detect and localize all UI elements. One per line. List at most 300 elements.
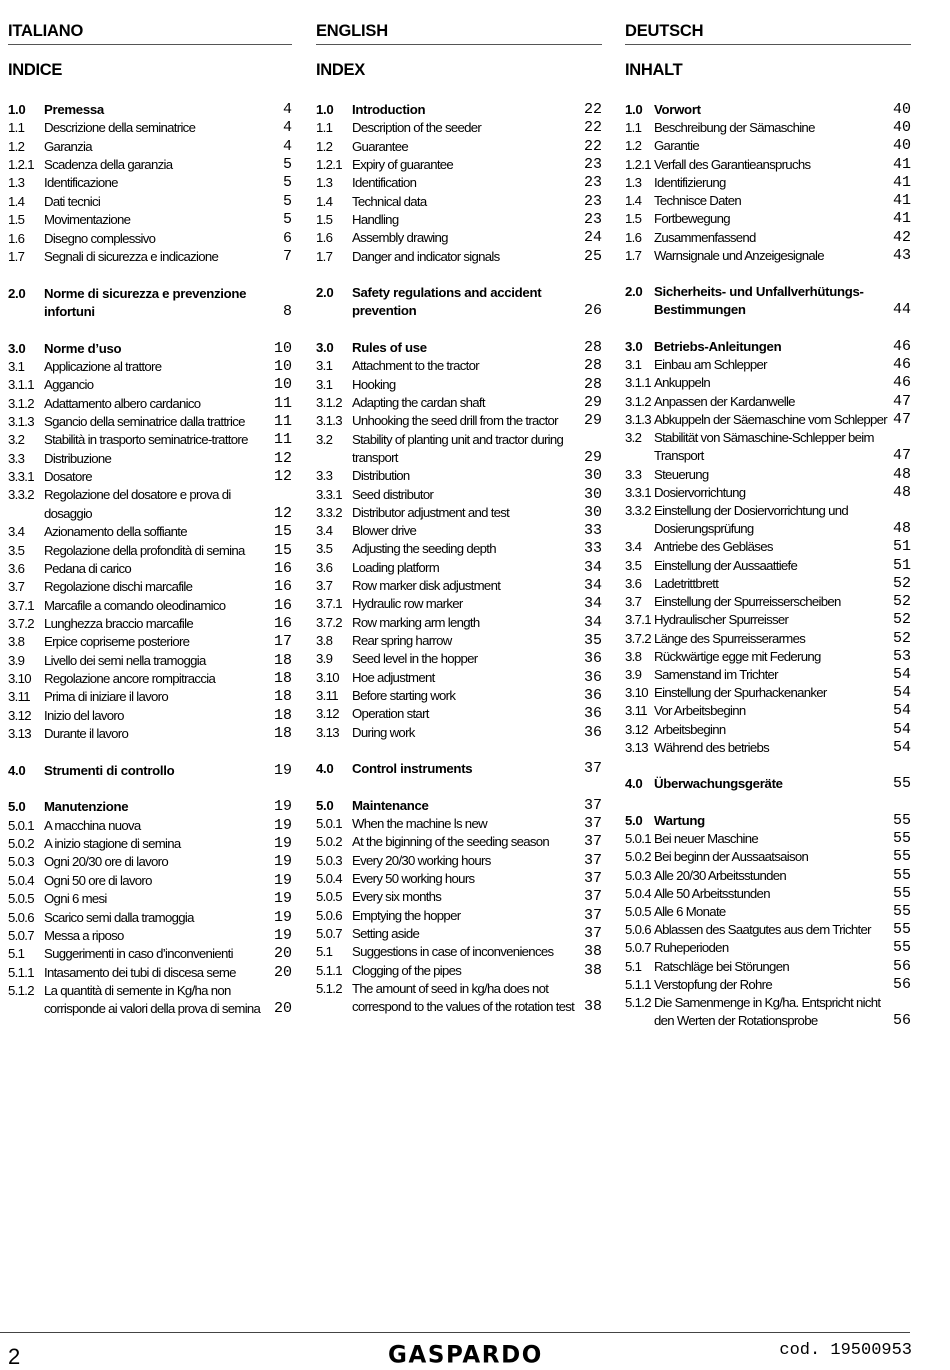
section-number: 5.0.1 (625, 831, 651, 847)
toc-entry (316, 559, 602, 577)
section-title: Dati tecnici (44, 193, 101, 209)
toc-entry (316, 760, 602, 778)
section-title: Ablassen des Saatgutes aus dem Trichter (654, 922, 871, 938)
toc-list-english (316, 101, 602, 1017)
section-title: Während des betriebs (654, 739, 770, 755)
toc-entry (625, 484, 911, 502)
section-title: Verstopfung der Rohre (654, 976, 772, 992)
section-number: 1.0 (8, 102, 26, 117)
section-title: Norme di sicurezza e prevenzione infortuni (44, 285, 247, 319)
section-title: Ogni 20/30 ore di lavoro (44, 854, 168, 870)
toc-entry (316, 119, 602, 137)
toc-entry (316, 357, 602, 375)
section-number: 3.6 (8, 560, 25, 576)
toc-entry (8, 138, 292, 156)
section-title: Ladetrittbrett (654, 575, 719, 591)
section-title: During work (352, 724, 415, 740)
section-title: Hoe adjustment (352, 669, 435, 685)
page-ref: 47 (892, 392, 911, 410)
footer-divider (0, 1332, 910, 1333)
section-number: 3.2 (625, 430, 642, 446)
section-number: 3.1.1 (8, 377, 34, 393)
section-number: 3.6 (316, 559, 333, 575)
toc-entry (316, 101, 602, 119)
toc-entry (8, 927, 292, 945)
section-number: 2.0 (625, 284, 643, 300)
section-title: Dosatore (44, 469, 92, 485)
section-number: 3.11 (8, 689, 30, 705)
section-title: Stabilität von Sämaschine-Schlepper beim Transport (654, 430, 874, 464)
toc-entry (316, 504, 602, 522)
toc-entry (625, 812, 911, 830)
section-number: 3.1 (625, 357, 642, 373)
page-ref: 16 (273, 614, 292, 632)
section-number: 5.0.2 (316, 834, 342, 850)
section-number: 3.13 (8, 726, 31, 742)
section-title: Segnali di sicurezza e indicazione (44, 248, 219, 264)
section-number: 3.1.3 (316, 413, 342, 429)
toc-entry (8, 945, 292, 963)
section-number: 3.1 (8, 358, 25, 374)
page-ref: 44 (892, 301, 911, 319)
page-ref: 51 (892, 556, 911, 574)
page-ref: 29 (583, 393, 602, 411)
toc-entry (316, 907, 602, 925)
toc-entry (8, 890, 292, 908)
toc-entry (8, 798, 292, 816)
toc-entry (8, 688, 292, 706)
section-title: At the biginning of the seeding season (352, 834, 550, 850)
section-title: Manutenzione (44, 799, 129, 815)
section-title: Durante il lavoro (44, 726, 129, 742)
section-title: Anpassen der Kardanwelle (654, 393, 795, 409)
section-number: 5.0.3 (625, 867, 651, 883)
toc-entry (316, 394, 602, 412)
toc-entry (8, 285, 292, 322)
toc-entry (316, 211, 602, 229)
section-number: 3.3.2 (316, 504, 342, 520)
page-ref: 55 (892, 830, 911, 848)
page-ref: 37 (583, 760, 602, 778)
toc-entry (625, 466, 911, 484)
section-spacer (8, 321, 292, 339)
section-number: 3.6 (625, 575, 642, 591)
section-title: Introduction (352, 102, 426, 117)
page-ref: 48 (892, 483, 911, 501)
toc-entry (625, 903, 911, 921)
section-title: Control instruments (352, 761, 473, 777)
section-number: 2.0 (8, 285, 26, 301)
page-ref: 23 (583, 155, 602, 173)
page-ref: 19 (273, 926, 292, 944)
page-ref: 5 (282, 192, 292, 210)
toc-entry (316, 943, 602, 961)
page-ref: 30 (583, 503, 602, 521)
section-number: 1.3 (8, 175, 25, 191)
page-ref: 56 (892, 975, 911, 993)
section-title: Distributor adjustment and test (352, 504, 510, 520)
toc-entry (625, 229, 911, 247)
page-ref: 55 (892, 884, 911, 902)
page-ref: 36 (583, 723, 602, 741)
page-ref: 20 (273, 1000, 292, 1018)
section-title: Bei beginn der Aussaatsaison (654, 849, 809, 865)
section-number: 1.6 (8, 230, 25, 246)
toc-entry (316, 614, 602, 632)
section-number: 3.9 (316, 651, 333, 667)
toc-entry (625, 994, 911, 1030)
page-ref: 22 (583, 101, 602, 118)
page-ref: 36 (583, 668, 602, 686)
page-ref: 10 (273, 339, 292, 357)
section-title: Unhooking the seed drill from the tractor (352, 413, 558, 429)
section-title: Abkuppeln der Säemaschine vom Schlepper (654, 411, 887, 427)
toc-entry (625, 393, 911, 411)
page-ref: 16 (273, 559, 292, 577)
section-title: Stability of planting unit and tractor during transport (352, 431, 564, 465)
section-title: Stabilità in trasporto seminatrice-trattore (44, 432, 248, 448)
page-ref: 7 (282, 247, 292, 265)
page-ref: 56 (892, 957, 911, 975)
section-number: 1.2 (625, 138, 642, 154)
section-number: 3.11 (625, 703, 647, 719)
section-title: Beschreibung der Sämaschine (654, 120, 815, 136)
section-number: 3.3.2 (625, 502, 651, 518)
toc-entry (625, 867, 911, 885)
section-number: 5.1.2 (8, 983, 34, 998)
section-title: Adjusting the seeding depth (352, 541, 496, 557)
page-ref: 30 (583, 485, 602, 503)
page-ref: 17 (273, 633, 292, 651)
section-number: 3.4 (316, 523, 333, 539)
page-ref: 4 (282, 119, 292, 137)
section-title: Suggestions in case of inconveniences (352, 944, 554, 960)
toc-entry (316, 833, 602, 851)
section-number: 3.4 (8, 524, 25, 540)
page-ref: 15 (273, 523, 292, 541)
toc-entry (625, 356, 911, 374)
toc-entry (8, 156, 292, 174)
page-ref: 6 (282, 229, 292, 247)
page-ref: 19 (273, 890, 292, 908)
page-ref: 22 (583, 137, 602, 155)
toc-entry (8, 542, 292, 560)
section-title: Guarantee (352, 138, 409, 154)
section-title: Every 20/30 working hours (352, 852, 491, 868)
language-title-italian: ITALIANO (8, 18, 292, 45)
section-spacer (8, 266, 292, 284)
toc-entry (625, 739, 911, 757)
page-ref: 46 (892, 338, 911, 355)
toc-entry (625, 958, 911, 976)
page-ref: 47 (892, 410, 911, 428)
page-ref: 37 (583, 796, 602, 814)
page-ref: 29 (583, 412, 602, 430)
section-number: 3.1.2 (8, 395, 34, 411)
page-ref: 34 (583, 558, 602, 576)
section-title: Expiry of guarantee (352, 156, 454, 172)
page-ref: 12 (273, 468, 292, 486)
section-number: 3.7.1 (316, 596, 342, 612)
section-number: 1.6 (316, 230, 333, 246)
toc-entry (316, 577, 602, 595)
section-title: Antriebe des Gebläses (654, 539, 773, 555)
page-ref: 41 (892, 173, 911, 191)
toc-entry (625, 101, 911, 119)
toc-entry (625, 538, 911, 556)
toc-entry (8, 230, 292, 248)
page-ref: 36 (583, 686, 602, 704)
section-title: Hooking (352, 376, 396, 392)
toc-list-italian (8, 101, 292, 1019)
section-number: 3.3 (316, 468, 333, 484)
page-ref: 4 (282, 101, 292, 118)
section-title: Safety regulations and accident prevention (352, 285, 542, 319)
section-number: 1.2 (8, 138, 25, 154)
section-spacer (625, 320, 911, 338)
toc-entry (625, 119, 911, 137)
section-number: 3.12 (316, 706, 339, 722)
section-number: 3.0 (8, 340, 26, 356)
section-title: Row marker disk adjustment (352, 578, 501, 594)
section-title: Prima di iniziare il lavoro (44, 689, 169, 705)
document-code: cod. 19500953 (779, 1341, 912, 1360)
section-title: Sgancio della seminatrice dalla trattrice (44, 413, 245, 429)
section-title: Ankuppeln (654, 375, 711, 391)
column-german (625, 18, 911, 1030)
section-number: 3.7.2 (8, 615, 34, 631)
section-spacer (316, 266, 602, 284)
toc-entry (8, 578, 292, 596)
section-number: 3.1 (316, 376, 333, 392)
toc-entry (8, 119, 292, 137)
section-title: Setting aside (352, 926, 420, 941)
section-number: 3.1.2 (316, 394, 342, 410)
toc-entry (316, 962, 602, 980)
section-number: 5.0.5 (8, 891, 34, 907)
toc-entry (625, 775, 911, 793)
section-number: 1.4 (8, 193, 25, 209)
toc-entry (316, 467, 602, 485)
section-number: 5.1 (8, 946, 25, 962)
toc-entry (316, 522, 602, 540)
toc-entry (8, 762, 292, 780)
section-title: Erpice copriseme posteriore (44, 634, 190, 650)
brand-logo: GASPARDO (388, 1341, 543, 1369)
index-heading-italian: INDICE (8, 61, 63, 79)
section-spacer (316, 779, 602, 797)
toc-entry (625, 611, 911, 629)
toc-entry (625, 557, 911, 575)
section-number: 1.7 (625, 247, 642, 263)
section-title: Alle 50 Arbeitsstunden (654, 885, 770, 901)
toc-entry (316, 284, 602, 321)
section-number: 5.0.1 (316, 816, 342, 832)
section-number: 5.0 (8, 799, 26, 815)
toc-entry (8, 560, 292, 578)
section-title: Arbeitsbeginn (654, 721, 726, 737)
section-number: 1.7 (8, 248, 25, 264)
section-title: Regolazione della profondità di semina (44, 542, 245, 558)
toc-entry (8, 964, 292, 982)
section-number: 5.1.1 (625, 976, 651, 992)
toc-entry (8, 853, 292, 871)
section-number: 1.2.1 (316, 156, 342, 172)
toc-entry (625, 429, 911, 465)
toc-entry (8, 707, 292, 725)
section-title: Ogni 6 mesi (44, 891, 107, 907)
section-number: 5.0.2 (625, 849, 651, 865)
section-title: Every six months (352, 889, 442, 905)
section-title: Applicazione al trattore (44, 358, 162, 374)
toc-entry (625, 702, 911, 720)
section-number: 1.4 (316, 193, 333, 209)
section-number: 3.8 (8, 634, 25, 650)
page-ref: 28 (583, 339, 602, 357)
section-title: Before starting work (352, 687, 456, 703)
toc-entry (316, 193, 602, 211)
section-number: 1.5 (625, 211, 642, 227)
toc-entry (8, 909, 292, 927)
page-ref: 36 (583, 650, 602, 668)
section-title: Suggerimenti in caso d’inconvenienti (44, 946, 233, 962)
toc-entry (8, 633, 292, 651)
toc-entry (316, 174, 602, 192)
section-title: Ratschläge bei Störungen (654, 958, 789, 974)
section-title: Operation start (352, 706, 429, 722)
page-ref: 11 (273, 431, 292, 449)
toc-entry (625, 830, 911, 848)
section-title: Einstellung der Aussaattiefe (654, 557, 798, 573)
page-ref: 37 (583, 925, 602, 942)
toc-entry (8, 652, 292, 670)
toc-entry (8, 817, 292, 835)
section-number: 3.7.2 (316, 614, 342, 630)
section-number: 3.10 (8, 671, 31, 687)
section-title: Maintenance (352, 797, 429, 813)
toc-entry (8, 597, 292, 615)
section-title: Messa a riposo (44, 927, 124, 943)
section-title: Livello dei semi nella tramoggia (44, 652, 206, 668)
toc-entry (316, 376, 602, 394)
section-title: A inizio stagione di semina (44, 836, 181, 852)
toc-entry (8, 486, 292, 523)
section-title: Seed distributor (352, 486, 434, 502)
page-ref: 19 (273, 798, 292, 816)
section-spacer (625, 757, 911, 775)
section-title: Clogging of the pipes (352, 962, 462, 978)
section-title: Steuerung (654, 466, 709, 482)
section-title: Ruheperioden (654, 940, 729, 956)
toc-entry (625, 374, 911, 392)
section-number: 4.0 (316, 761, 334, 777)
section-title: Regolazione dischi marcafile (44, 579, 193, 595)
section-number: 5.0.5 (316, 889, 342, 905)
toc-entry (316, 540, 602, 558)
toc-entry (316, 431, 602, 468)
page-ref: 37 (583, 870, 602, 888)
section-number: 1.2 (316, 138, 333, 154)
section-number: 3.12 (8, 707, 31, 723)
section-number: 1.7 (316, 248, 333, 264)
section-title: Zusammenfassend (654, 229, 756, 245)
section-title: Premessa (44, 102, 104, 117)
section-number: 5.1.2 (316, 980, 342, 996)
index-heading-english: INDEX (316, 61, 365, 79)
section-title: Einbau am Schlepper (654, 357, 767, 373)
page-ref: 55 (892, 902, 911, 920)
page-ref: 5 (282, 156, 292, 174)
section-number: 3.1 (316, 358, 333, 374)
section-title: The amount of seed in kg/ha does not correspond to the values of the rotation test (352, 980, 575, 1015)
section-number: 1.1 (625, 120, 642, 136)
toc-entry (625, 575, 911, 593)
page-ref: 51 (892, 538, 911, 556)
section-title: Rules of use (352, 340, 427, 356)
page-ref: 55 (892, 775, 911, 793)
page-ref: 38 (583, 943, 602, 961)
page-ref: 20 (273, 963, 292, 981)
page-number: 2 (8, 1344, 21, 1369)
section-title: Scarico semi dalla tramoggia (44, 909, 194, 925)
section-title: Attachment to the tractor (352, 358, 479, 374)
section-title: Emptying the hopper (352, 907, 461, 923)
section-title: Betriebs-Anleitungen (654, 339, 782, 354)
page-ref: 18 (273, 725, 292, 743)
page-ref: 19 (273, 908, 292, 926)
section-title: Fortbewegung (654, 211, 730, 227)
section-number: 5.1.1 (316, 962, 342, 978)
section-number: 3.3.1 (625, 484, 651, 500)
section-number: 3.7 (316, 578, 333, 594)
section-number: 1.2.1 (8, 157, 34, 173)
toc-entry (8, 725, 292, 743)
page-ref: 30 (583, 467, 602, 485)
section-title: Descrizione della seminatrice (44, 120, 196, 136)
section-number: 5.0.1 (8, 817, 34, 833)
section-title: Technical data (352, 193, 427, 209)
page-ref: 19 (273, 835, 292, 853)
page-ref: 26 (583, 302, 602, 320)
section-title: Vor Arbeitsbeginn (654, 703, 746, 719)
toc-entry (625, 411, 911, 429)
section-title: Technisce Daten (654, 193, 741, 209)
section-number: 3.8 (625, 648, 642, 664)
section-title: Adattamento albero cardanico (44, 395, 201, 411)
section-number: 5.1.2 (625, 995, 651, 1011)
page-ref: 28 (583, 357, 602, 375)
section-number: 2.0 (316, 285, 334, 301)
toc-entry (8, 523, 292, 541)
section-number: 3.9 (8, 652, 25, 668)
section-title: Die Samenmenge in Kg/ha. Entspricht nicht den Werten der Rotationsprobe (654, 995, 881, 1029)
section-number: 3.3.1 (8, 469, 34, 485)
section-number: 5.0.2 (8, 836, 34, 852)
page-ref: 54 (892, 720, 911, 738)
toc-entry (316, 650, 602, 668)
section-title: Ogni 50 ore di lavoro (44, 872, 152, 888)
section-title: Pedana di carico (44, 560, 132, 576)
section-number: 3.2 (316, 431, 333, 447)
section-number: 5.0.3 (8, 854, 34, 870)
toc-list-german (625, 101, 911, 1030)
section-title: Einstellung der Dosiervorrichtung und Dosierungsprüfung (654, 502, 849, 537)
page-ref: 18 (273, 651, 292, 669)
section-title: Alle 6 Monate (654, 903, 726, 919)
section-title: Sicherheits- und Unfallverhütungs- Bestimmungen (654, 284, 864, 318)
section-number: 3.3.2 (8, 487, 34, 503)
toc-entry (316, 632, 602, 650)
